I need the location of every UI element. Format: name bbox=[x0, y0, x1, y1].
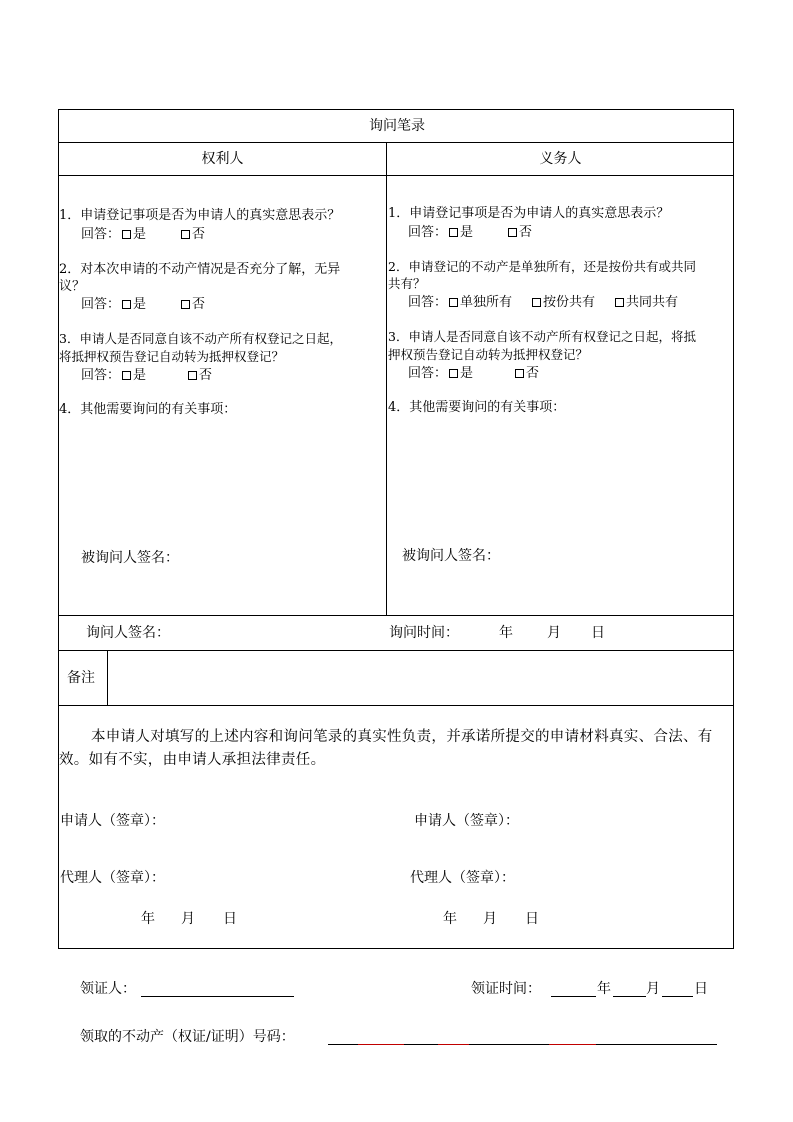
month-label: 月 bbox=[181, 911, 195, 927]
option-no: 否 bbox=[526, 366, 540, 381]
interviewee-signature-right[interactable]: 被询问人签名： bbox=[402, 548, 500, 564]
option-no: 否 bbox=[519, 225, 533, 240]
checkbox[interactable] bbox=[449, 228, 458, 237]
certificate-number-label: 领取的不动产（权证/证明）号码： bbox=[80, 1029, 295, 1045]
underline-segment bbox=[328, 1044, 358, 1045]
date-right bbox=[443, 912, 539, 926]
option-sole: 单独所有 bbox=[460, 295, 513, 310]
receiver-field[interactable] bbox=[141, 996, 294, 997]
checkbox[interactable] bbox=[122, 371, 131, 380]
answer-2 bbox=[408, 296, 678, 309]
underline-segment-red bbox=[358, 1044, 404, 1045]
answer-label: 回答： bbox=[408, 366, 448, 381]
month-label: 月 bbox=[483, 911, 497, 927]
checkbox[interactable] bbox=[532, 298, 541, 307]
underline-segment bbox=[404, 1044, 438, 1045]
receive-year-field[interactable] bbox=[551, 996, 596, 997]
month-label: 月 bbox=[547, 625, 561, 641]
question-4: 4．其他需要询问的有关事项： bbox=[59, 402, 237, 417]
question-3-line1: 3．申请人是否同意自该不动产所有权登记之日起， bbox=[59, 331, 342, 346]
answer-label: 回答： bbox=[81, 297, 121, 312]
option-yes: 是 bbox=[460, 225, 474, 240]
underline-segment-red bbox=[438, 1044, 469, 1045]
column-header-right: 义务人 bbox=[539, 151, 582, 167]
question-3-line2: 将抵押权预告登记自动转为抵押权登记？ bbox=[59, 349, 285, 364]
question-1: 1．申请登记事项是否为申请人的真实意思表示？ bbox=[388, 206, 670, 221]
question-2-line2: 共有？ bbox=[388, 276, 426, 291]
year-label: 年 bbox=[499, 625, 513, 641]
checkbox[interactable] bbox=[615, 298, 624, 307]
checkbox[interactable] bbox=[449, 298, 458, 307]
question-1: 1．申请登记事项是否为申请人的真实意思表示？ bbox=[59, 208, 341, 223]
option-yes: 是 bbox=[133, 368, 147, 383]
option-yes: 是 bbox=[133, 297, 147, 312]
underline-segment bbox=[596, 1044, 717, 1045]
receive-day-field[interactable] bbox=[662, 996, 693, 997]
receive-year-label: 年 bbox=[597, 981, 611, 997]
column-divider bbox=[386, 142, 387, 615]
option-no: 否 bbox=[192, 297, 206, 312]
agent-signature-left[interactable]: 代理人（签章）： bbox=[60, 870, 165, 886]
answer-label: 回答： bbox=[408, 225, 448, 240]
remarks-field[interactable] bbox=[109, 652, 733, 704]
receiver-label: 领证人： bbox=[80, 981, 136, 997]
option-share: 按份共有 bbox=[543, 295, 596, 310]
agent-signature-right[interactable]: 代理人（签章）： bbox=[410, 870, 515, 886]
checkbox[interactable] bbox=[122, 230, 131, 239]
day-label: 日 bbox=[591, 625, 605, 641]
question-3-line2: 押权预告登记自动转为抵押权登记？ bbox=[388, 347, 589, 362]
table-divider bbox=[59, 175, 733, 176]
remarks-label: 备注 bbox=[67, 670, 95, 686]
option-no: 否 bbox=[199, 368, 213, 383]
checkbox[interactable] bbox=[508, 228, 517, 237]
interview-time bbox=[389, 626, 605, 640]
column-header-left: 权利人 bbox=[201, 151, 244, 167]
receive-day-label: 日 bbox=[694, 981, 708, 997]
receive-month-field[interactable] bbox=[613, 996, 646, 997]
checkbox[interactable] bbox=[188, 371, 197, 380]
checkbox[interactable] bbox=[122, 300, 131, 309]
option-yes: 是 bbox=[460, 366, 474, 381]
question-2-line1: 2．申请登记的不动产是单独所有，还是按份共有或共同 bbox=[388, 259, 696, 274]
answer-label: 回答： bbox=[81, 227, 121, 242]
option-joint: 共同共有 bbox=[626, 295, 679, 310]
year-label: 年 bbox=[443, 911, 457, 927]
table-divider bbox=[59, 142, 733, 143]
answer-label: 回答： bbox=[408, 295, 448, 310]
year-label: 年 bbox=[141, 911, 155, 927]
interview-time-label: 询问时间： bbox=[389, 625, 459, 641]
underline-segment-red bbox=[549, 1044, 596, 1045]
answer-1 bbox=[81, 228, 205, 241]
question-2-line1: 2．对本次申请的不动产情况是否充分了解，无异 bbox=[59, 262, 341, 277]
question-3-line1: 3．申请人是否同意自该不动产所有权登记之日起，将抵 bbox=[388, 329, 696, 344]
date-left bbox=[141, 912, 237, 926]
table-divider bbox=[59, 650, 733, 651]
answer-label: 回答： bbox=[81, 368, 121, 383]
receive-month-label: 月 bbox=[646, 981, 660, 997]
answer-3 bbox=[81, 369, 212, 382]
checkbox[interactable] bbox=[449, 369, 458, 378]
applicant-signature-right[interactable]: 申请人（签章）： bbox=[414, 813, 519, 829]
answer-1 bbox=[408, 226, 532, 239]
question-2-line2: 议？ bbox=[59, 279, 86, 294]
option-no: 否 bbox=[192, 227, 206, 242]
application-form-table bbox=[58, 109, 734, 949]
question-4: 4．其他需要询问的有关事项： bbox=[388, 400, 566, 415]
underline-segment bbox=[469, 1044, 549, 1045]
answer-3 bbox=[408, 367, 539, 380]
option-yes: 是 bbox=[133, 227, 147, 242]
declaration-text: 本申请人对填写的上述内容和询问笔录的真实性负责，并承诺所提交的申请材料真实、合法、有效。如有不实，由申请人承担法律责任。 bbox=[59, 729, 713, 768]
day-label: 日 bbox=[223, 911, 237, 927]
table-divider bbox=[59, 615, 733, 616]
checkbox[interactable] bbox=[181, 300, 190, 309]
answer-2 bbox=[81, 298, 205, 311]
form-title: 询问笔录 bbox=[369, 118, 425, 134]
day-label: 日 bbox=[525, 911, 539, 927]
applicant-signature-left[interactable]: 申请人（签章）： bbox=[60, 813, 165, 829]
interviewee-signature-left[interactable]: 被询问人签名： bbox=[81, 550, 179, 566]
receive-time-label: 领证时间： bbox=[471, 981, 541, 997]
remarks-divider bbox=[107, 650, 108, 705]
table-divider bbox=[59, 705, 733, 706]
interviewer-signature[interactable]: 询问人签名： bbox=[86, 625, 170, 641]
checkbox[interactable] bbox=[515, 369, 524, 378]
checkbox[interactable] bbox=[181, 230, 190, 239]
